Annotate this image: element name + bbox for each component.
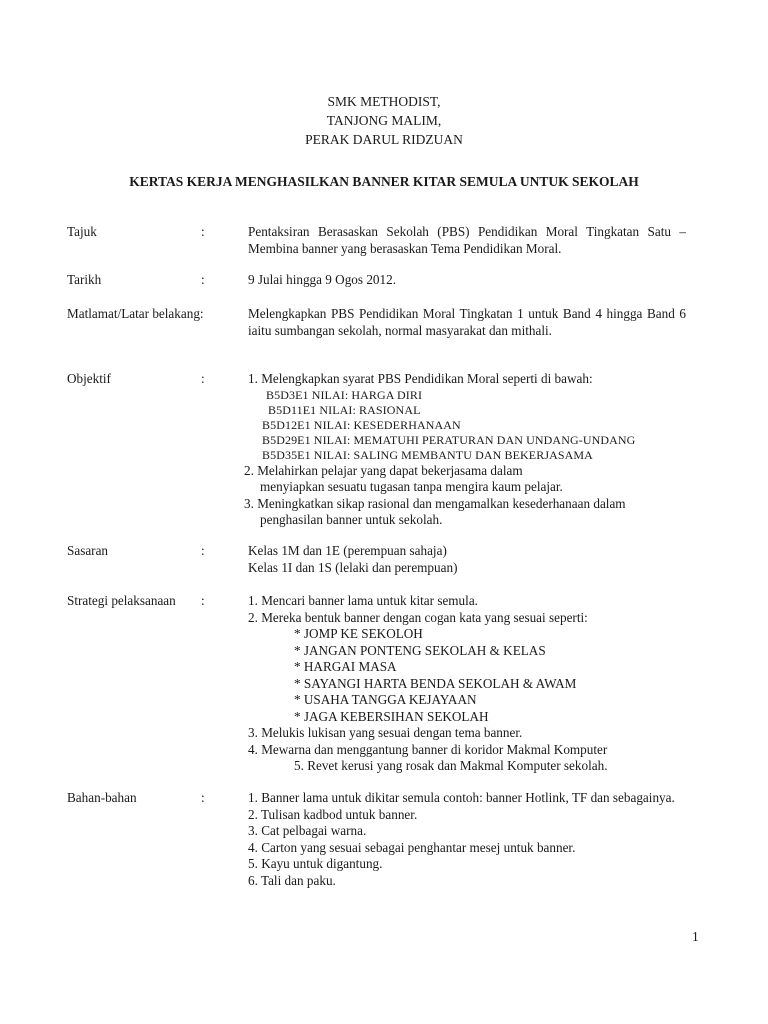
sasaran-line-1: Kelas 1M dan 1E (perempuan sahaja) (248, 543, 447, 558)
strategi-item-4: 4. Mewarna dan menggantung banner di koridor Makmal Komputer (248, 741, 608, 757)
tarikh-text: 9 Julai hingga 9 Ogos 2012. (248, 272, 396, 287)
bahan-item: 2. Tulisan kadbod untuk banner. (248, 806, 418, 822)
strategi-label: Strategi pelaksanaan (67, 593, 176, 608)
tajuk-text: Pentaksiran Berasaskan Sekolah (PBS) Pendidikan Moral Tingkatan Satu – Membina banner yang berasaskan Tema Pendidikan Moral. (248, 224, 686, 256)
strategi-colon: : (201, 593, 205, 608)
sasaran-line-2: Kelas 1I dan 1S (lelaki dan perempuan) (248, 559, 458, 575)
strategi-content (248, 593, 686, 775)
objektif-colon: : (201, 371, 205, 386)
sasaran-label: Sasaran (67, 543, 109, 558)
slogan-item: * USAHA TANGGA KEJAYAAN (294, 692, 477, 707)
objektif-item-2-cont: menyiapkan sesuatu tugasan tanpa mengira kaum pelajar. (260, 479, 563, 494)
bahan-item: 1. Banner lama untuk dikitar semula contoh: banner Hotlink, TF dan sebagainya. (248, 790, 675, 805)
slogan-item: * HARGAI MASA (294, 659, 397, 674)
strategi-item-5: 5. Revet kerusi yang rosak dan Makmal Komputer sekolah. (294, 758, 608, 773)
school-town: TANJONG MALIM, (326, 113, 442, 128)
slogan-item: * SAYANGI HARTA BENDA SEKOLAH & AWAM (294, 675, 577, 691)
document-title: KERTAS KERJA MENGHASILKAN BANNER KITAR SEMULA UNTUK SEKOLAH (129, 174, 639, 189)
objektif-item-3: 3. Meningkatkan sikap rasional dan mengamalkan kesederhanaan dalam (244, 495, 626, 511)
objektif-item-2: 2. Melahirkan pelajar yang dapat bekerjasama dalam (244, 462, 523, 478)
tajuk-label: Tajuk (67, 224, 97, 239)
slogan-item: * JAGA KEBERSIHAN SEKOLAH (294, 708, 489, 724)
tajuk-colon: : (201, 224, 205, 239)
matlamat-label: Matlamat/Latar belakang: (67, 306, 204, 321)
tarikh-colon: : (201, 272, 205, 287)
sasaran-colon: : (201, 543, 205, 558)
nilai-item: B5D12E1 NILAI: KESEDERHANAAN (262, 417, 461, 432)
objektif-content (244, 371, 686, 529)
slogan-item: * JANGAN PONTENG SEKOLAH & KELAS (294, 642, 546, 658)
bahan-label: Bahan-bahan (67, 790, 137, 805)
sasaran-content (248, 543, 686, 576)
strategi-item-1: 1. Mencari banner lama untuk kitar semula. (248, 593, 478, 608)
objektif-item-3-cont: penghasilan banner untuk sekolah. (260, 512, 443, 527)
nilai-item: B5D29E1 NILAI: MEMATUHI PERATURAN DAN UNDANG-UNDANG (262, 432, 636, 447)
school-state: PERAK DARUL RIDZUAN (305, 132, 463, 147)
bahan-item: 3. Cat pelbagai warna. (248, 823, 367, 838)
school-header (0, 92, 768, 149)
strategi-item-2: 2. Mereka bentuk banner dengan cogan kata yang sesuai seperti: (248, 609, 588, 625)
bahan-item: 4. Carton yang sesuai sebagai penghantar mesej untuk banner. (248, 839, 576, 855)
slogan-item: * JOMP KE SEKOLOH (294, 626, 423, 641)
school-name: SMK METHODIST, (327, 94, 441, 109)
bahan-colon: : (201, 790, 205, 805)
strategi-item-3: 3. Melukis lukisan yang sesuai dengan tema banner. (248, 725, 523, 740)
bahan-content (248, 790, 686, 889)
page-number: 1 (692, 929, 699, 944)
objektif-item-1: 1. Melengkapkan syarat PBS Pendidikan Moral seperti di bawah: (248, 371, 593, 386)
nilai-item: B5D3E1 NILAI: HARGA DIRI (266, 387, 423, 402)
nilai-item: B5D35E1 NILAI: SALING MEMBANTU DAN BEKERJASAMA (262, 447, 593, 462)
tarikh-label: Tarikh (67, 272, 102, 287)
bahan-item: 5. Kayu untuk digantung. (248, 856, 383, 871)
matlamat-text: Melengkapkan PBS Pendidikan Moral Tingkatan 1 untuk Band 4 hingga Band 6 iaitu sumbangan sekolah, normal masyarakat dan mithali. (248, 306, 686, 338)
bahan-item: 6. Tali dan paku. (248, 872, 336, 888)
objektif-label: Objektif (67, 371, 111, 386)
nilai-item: B5D11E1 NILAI: RASIONAL (268, 402, 421, 417)
